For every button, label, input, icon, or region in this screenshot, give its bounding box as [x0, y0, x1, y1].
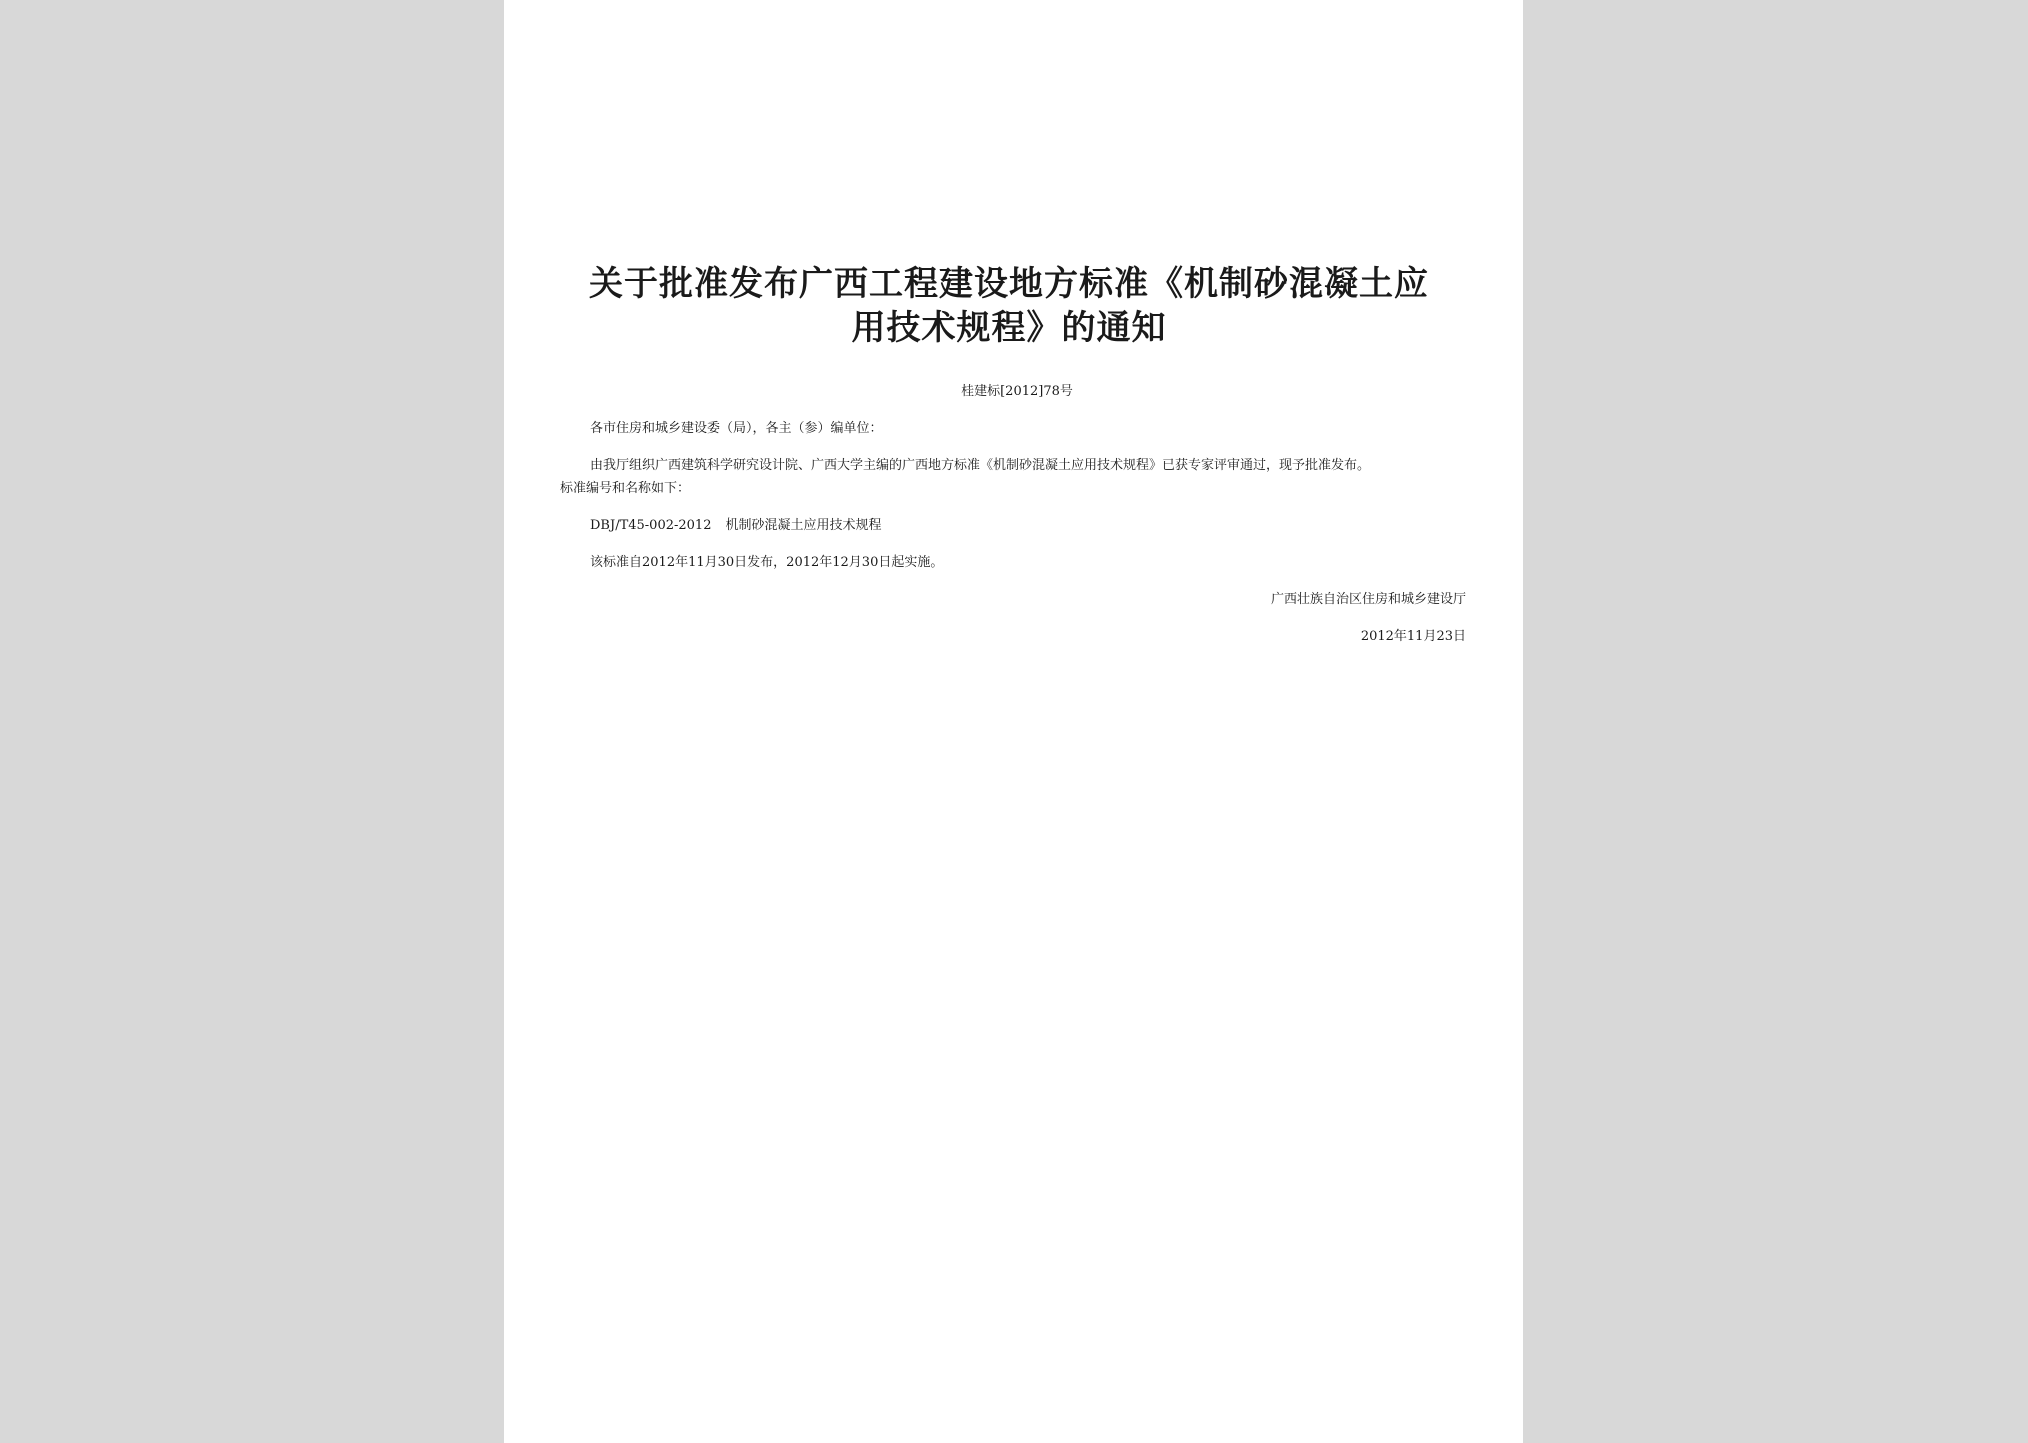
- issuing-authority: 广西壮族自治区住房和城乡建设厅: [1270, 592, 1466, 607]
- document-number: 桂建标[2012]78号: [961, 384, 1073, 399]
- body-paragraph-line-1: 由我厅组织广西建筑科学研究设计院、广西大学主编的广西地方标准《机制砂混凝土应用技术规程》已获专家评审通过，现予批准发布。: [590, 458, 1371, 473]
- standard-name: 机制砂混凝土应用技术规程: [725, 518, 882, 533]
- issue-date: 2012年11月23日: [1360, 629, 1466, 644]
- addressee: 各市住房和城乡建设委（局），各主（参）编单位：: [590, 421, 883, 436]
- standard-entry: [590, 515, 881, 537]
- title-line-2: 用技术规程》的通知: [851, 308, 1167, 348]
- title-line-1: 关于批准发布广西工程建设地方标准《机制砂混凝土应: [589, 264, 1429, 304]
- document-page: [504, 0, 1523, 1443]
- document-title: [564, 262, 1454, 350]
- effective-date-paragraph: 该标准自2012年11月30日发布，2012年12月30日起实施。: [590, 555, 944, 570]
- standard-code: DBJ/T45-002-2012: [590, 518, 712, 533]
- body-paragraph-line-2: 标准编号和名称如下：: [560, 481, 691, 496]
